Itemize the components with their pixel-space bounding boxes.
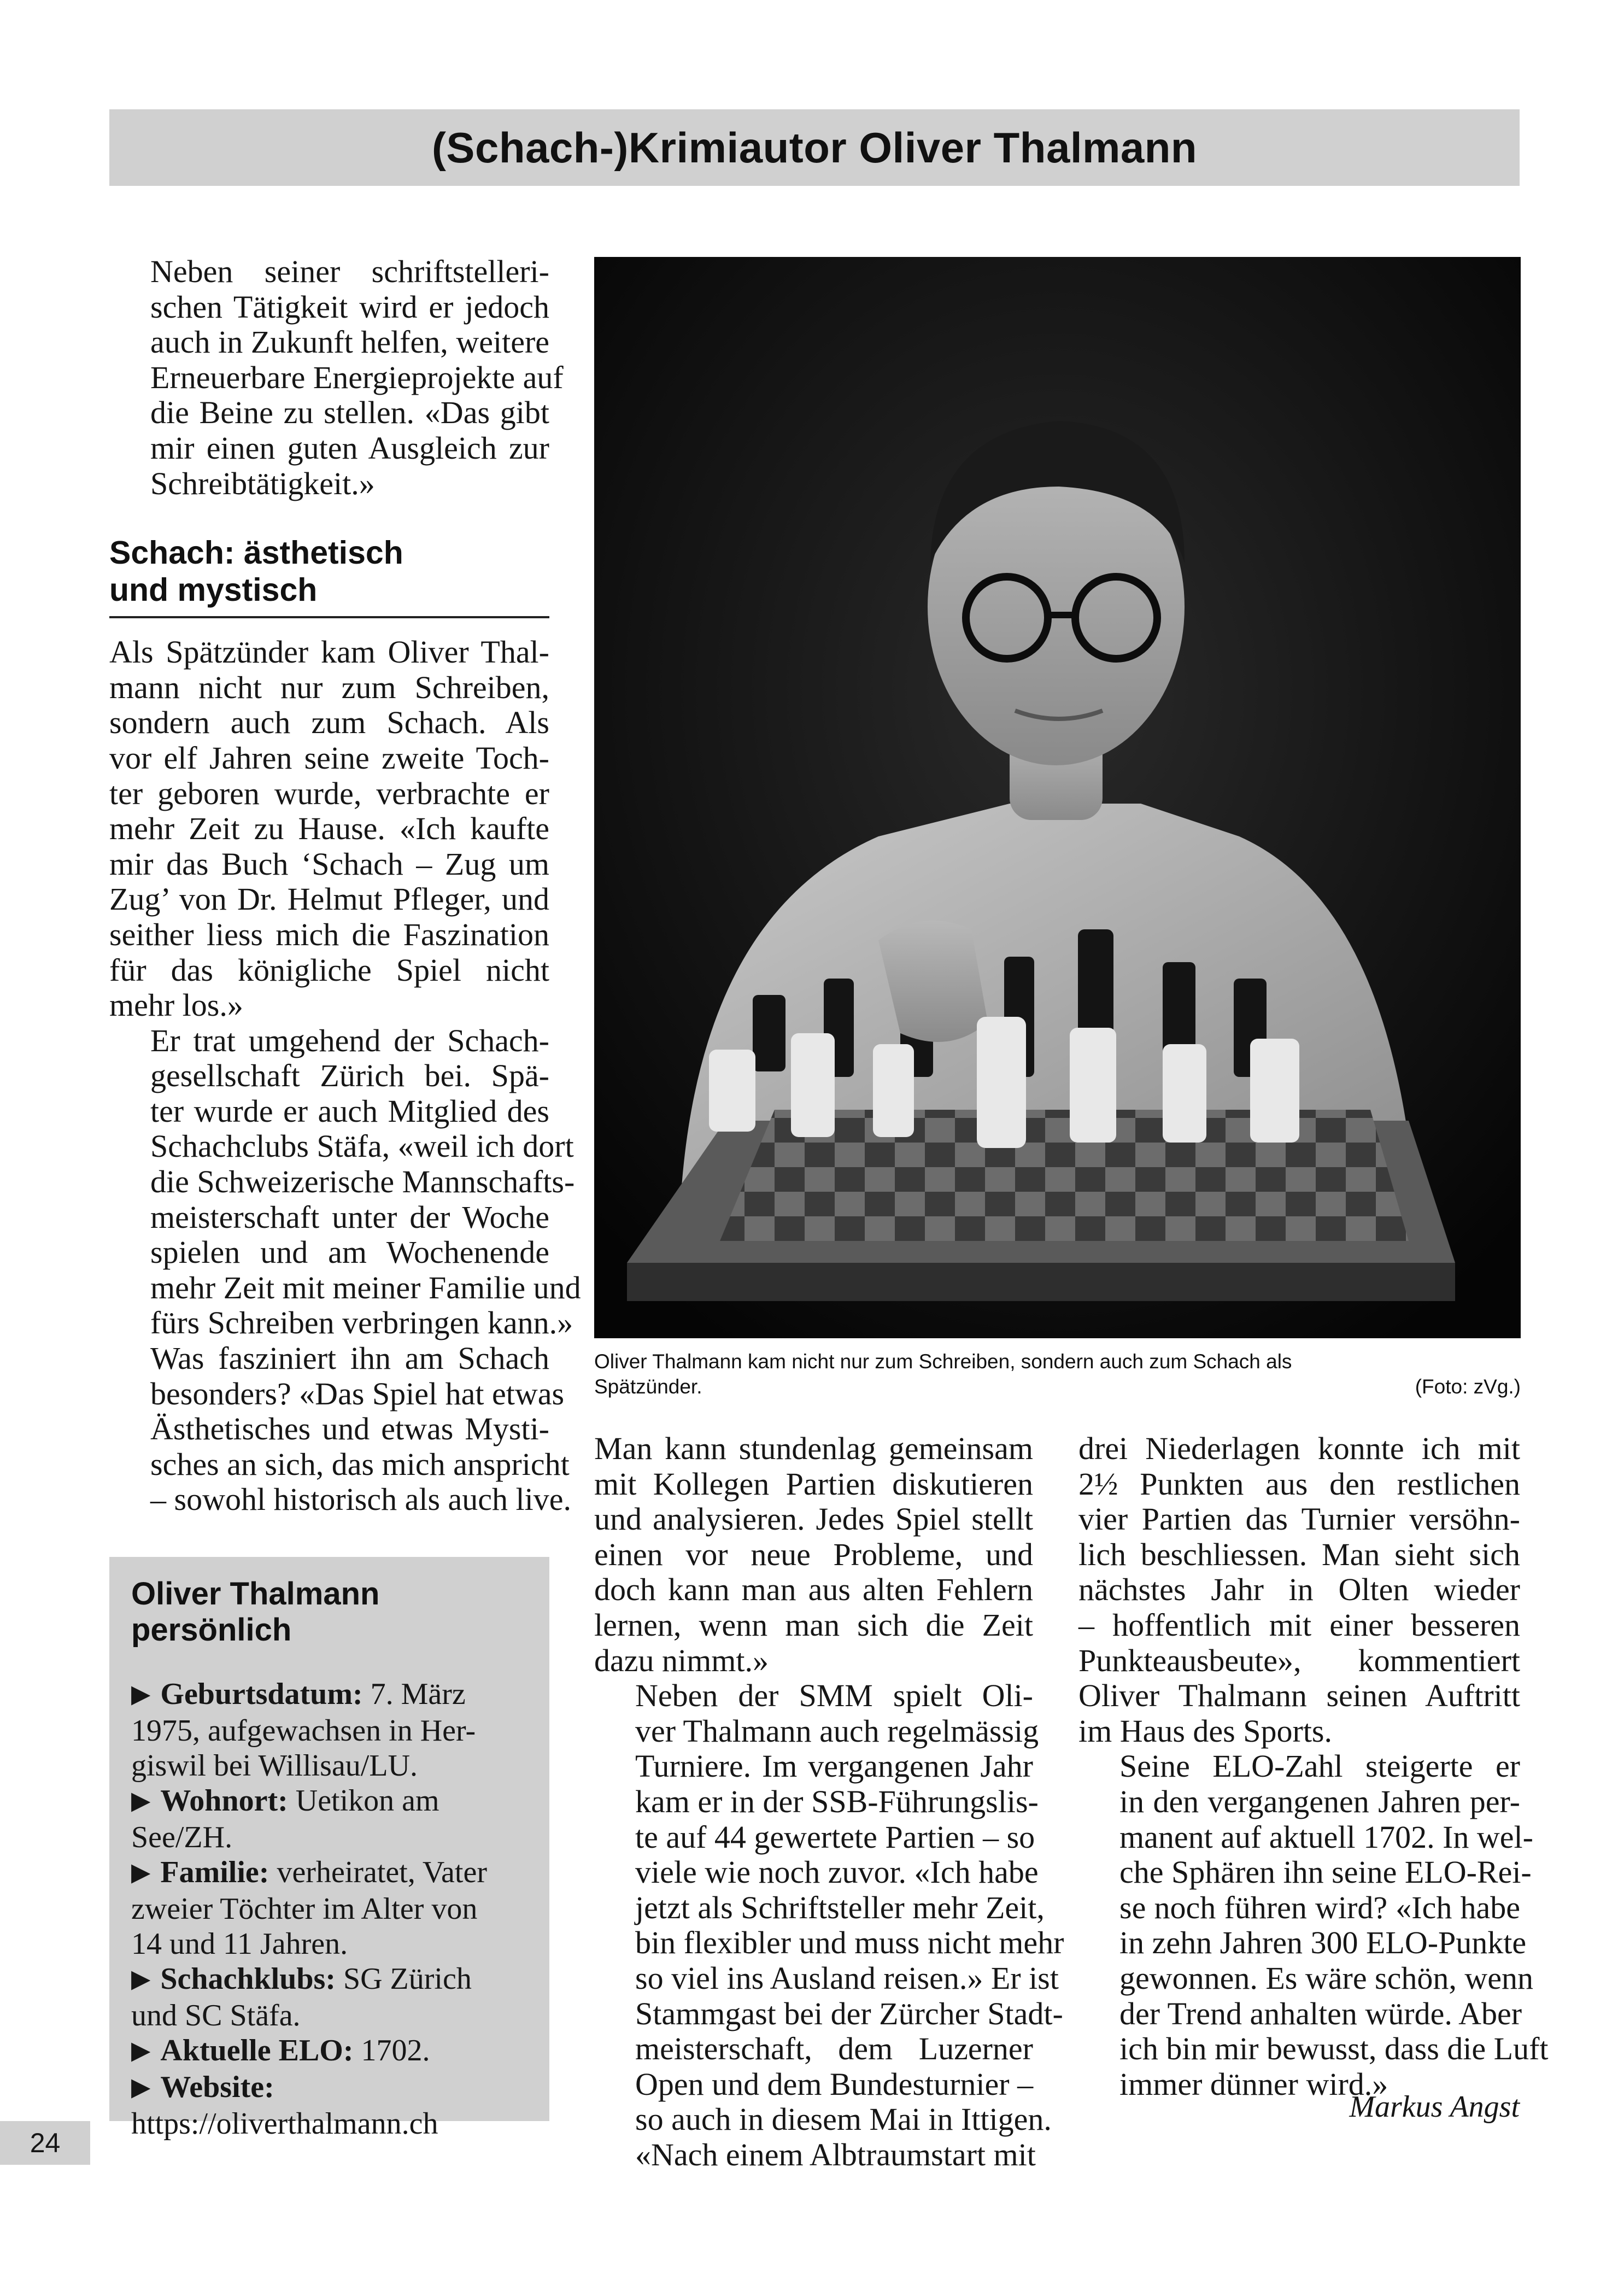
- text-line: ver Thalmann auch regelmässig: [635, 1713, 1039, 1749]
- info-item-label: Familie:: [160, 1855, 269, 1889]
- text-line: so auch in diesem Mai in Ittigen.: [635, 2101, 1052, 2137]
- text-line: Erneuerbare Energieprojekte auf: [150, 359, 564, 395]
- body-paragraph: [109, 1022, 581, 1341]
- info-item-value: 7. März: [370, 1677, 466, 1711]
- text-line: spielen und am Wochenende: [150, 1234, 549, 1270]
- text-line: Schreibtätigkeit.»: [150, 465, 375, 501]
- body-paragraph: [594, 1431, 1033, 1678]
- right-column: [1078, 1431, 1549, 2102]
- text-line: gesellschaft Zürich bei. Spä-: [150, 1058, 549, 1094]
- page-number: 24: [0, 2121, 90, 2165]
- text-line: sondern auch zum Schach. Als: [109, 705, 549, 741]
- info-item-label: Schachklubs:: [160, 1962, 336, 1996]
- text-line: lernen, wenn man sich die Zeit: [594, 1607, 1033, 1643]
- text-line: Punkteausbeute», kommentiert: [1078, 1642, 1520, 1678]
- text-line: mir das Buch ‘Schach – Zug um: [109, 846, 549, 882]
- text-line: – hoffentlich mit einer besseren: [1078, 1607, 1520, 1643]
- text-line: 2½ Punkten aus den restlichen: [1078, 1466, 1520, 1502]
- text-line: sches an sich, das mich anspricht: [150, 1446, 570, 1482]
- info-item-value: 1975, aufgewachsen in Her-: [131, 1714, 476, 1748]
- website-link[interactable]: https://oliverthalmann.ch: [131, 2107, 438, 2141]
- text-line: immer dünner wird.»: [1119, 2066, 1388, 2102]
- text-line: so viel ins Ausland reisen.» Er ist: [635, 1960, 1059, 1996]
- body-paragraph: [109, 635, 549, 1023]
- text-line: mehr Zeit mit meiner Familie und: [150, 1269, 581, 1305]
- text-line: viele wie noch zuvor. «Ich habe: [635, 1854, 1039, 1890]
- middle-column: [594, 1431, 1064, 2172]
- text-line: gewonnen. Es wäre schön, wenn: [1119, 1960, 1534, 1996]
- text-line: fürs Schreiben verbringen kann.»: [150, 1305, 573, 1341]
- text-line: Ästhetisches und etwas Mysti-: [150, 1411, 549, 1447]
- info-box: [109, 1557, 549, 2141]
- info-item-value: zweier Töchter im Alter von: [131, 1892, 478, 1926]
- text-line: im Haus des Sports.: [1078, 1713, 1332, 1749]
- info-item-value: See/ZH.: [131, 1820, 233, 1854]
- info-item-value: 14 und 11 Jahren.: [131, 1927, 348, 1961]
- text-line: meisterschaft unter der Woche: [150, 1199, 549, 1235]
- info-item: [131, 1783, 536, 1855]
- text-line: mehr los.»: [109, 987, 243, 1023]
- author-byline: Markus Angst: [1349, 2090, 1520, 2124]
- text-line: Zug’ von Dr. Helmut Pfleger, und: [109, 881, 549, 917]
- text-line: Oliver Thalmann seinen Auftritt: [1078, 1678, 1520, 1714]
- intro-paragraph: [109, 254, 564, 501]
- text-line: dazu nimmt.»: [594, 1642, 769, 1678]
- text-line: ter wurde er auch Mitglied des: [150, 1093, 549, 1129]
- text-line: «Nach einem Albtraumstart mit: [635, 2136, 1036, 2172]
- text-line: die Beine zu stellen. «Das gibt: [150, 395, 549, 431]
- info-item-label: Website:: [160, 2070, 274, 2104]
- photo-caption: [594, 1349, 1521, 1399]
- caption-line: Spätzünder.: [594, 1375, 702, 1398]
- info-box-title-line: persönlich: [131, 1612, 292, 1648]
- text-line: Man kann stundenlag gemeinsam: [594, 1431, 1033, 1466]
- triangle-bullet-icon: ▶: [131, 1680, 151, 1708]
- text-line: besonders? «Das Spiel hat etwas: [150, 1375, 565, 1411]
- subheading-line: und mystisch: [109, 572, 318, 608]
- text-line: kam er in der SSB-Führungslis-: [635, 1783, 1039, 1819]
- text-line: Stammgast bei der Zürcher Stadt-: [635, 1995, 1063, 2031]
- triangle-bullet-icon: ▶: [131, 1787, 151, 1814]
- triangle-bullet-icon: ▶: [131, 2073, 151, 2101]
- info-item: [131, 2033, 536, 2070]
- text-line: manent auf aktuell 1702. In wel-: [1119, 1819, 1533, 1855]
- text-line: in den vergangenen Jahren per-: [1119, 1783, 1520, 1819]
- text-line: mehr Zeit zu Hause. «Ich kaufte: [109, 811, 549, 847]
- author-photo: [594, 257, 1521, 1338]
- text-line: mir einen guten Ausgleich zur: [150, 430, 549, 466]
- body-paragraph: [1078, 1748, 1549, 2102]
- text-line: einen vor neue Probleme, und: [594, 1536, 1033, 1572]
- left-column: [109, 254, 581, 1518]
- body-paragraph: [1078, 1431, 1520, 1749]
- caption-line: Oliver Thalmann kam nicht nur zum Schreiben, sondern auch zum Schach als: [594, 1350, 1292, 1373]
- text-line: Schachclubs Stäfa, «weil ich dort: [150, 1128, 574, 1164]
- text-line: vier Partien das Turnier versöhn-: [1078, 1501, 1520, 1537]
- text-line: schen Tätigkeit wird er jedoch: [150, 289, 549, 325]
- text-line: seither liess mich die Faszination: [109, 916, 549, 952]
- info-item-label: Geburtsdatum:: [160, 1677, 363, 1711]
- subheading-line: Schach: ästhetisch: [109, 535, 403, 571]
- info-item-value: giswil bei Willisau/LU.: [131, 1749, 418, 1783]
- text-line: Was fasziniert ihn am Schach: [150, 1340, 549, 1377]
- text-line: Seine ELO-Zahl steigerte er: [1119, 1748, 1520, 1784]
- info-item-label: Aktuelle ELO:: [160, 2034, 354, 2067]
- text-line: lich beschliessen. Man sieht sich: [1078, 1536, 1520, 1572]
- text-line: die Schweizerische Mannschafts-: [150, 1164, 575, 1200]
- text-line: in zehn Jahren 300 ELO-Punkte: [1119, 1925, 1527, 1961]
- text-line: – sowohl historisch als auch live.: [150, 1481, 572, 1518]
- text-line: mann nicht nur zum Schreiben,: [109, 669, 549, 705]
- text-line: doch kann man aus alten Fehlern: [594, 1572, 1033, 1608]
- text-line: der Trend anhalten würde. Aber: [1119, 1995, 1522, 2031]
- body-paragraph: [109, 1340, 572, 1518]
- info-item-value: SG Zürich: [343, 1962, 472, 1996]
- text-line: jetzt als Schriftsteller mehr Zeit,: [635, 1889, 1045, 1925]
- text-line: Open und dem Bundesturnier –: [635, 2066, 1034, 2102]
- header-bar: [109, 109, 1520, 186]
- triangle-bullet-icon: ▶: [131, 1965, 151, 1993]
- info-item-value: und SC Stäfa.: [131, 1999, 301, 2033]
- text-line: Er trat umgehend der Schach-: [150, 1022, 549, 1058]
- info-item-value: 1702.: [361, 2034, 430, 2067]
- text-line: Neben der SMM spielt Oli-: [635, 1678, 1033, 1714]
- body-paragraph: [594, 1678, 1064, 2172]
- text-line: Als Spätzünder kam Oliver Thal-: [109, 634, 549, 670]
- info-item: [131, 1961, 536, 2033]
- triangle-bullet-icon: ▶: [131, 2036, 151, 2064]
- info-item: [131, 1677, 536, 1783]
- text-line: für das königliche Spiel nicht: [109, 952, 549, 988]
- text-line: Neben seiner schriftstelleri-: [150, 254, 549, 289]
- info-item-value: verheiratet, Vater: [277, 1855, 487, 1889]
- text-line: ich bin mir bewusst, dass die Luft: [1119, 2031, 1549, 2067]
- text-line: und analysieren. Jedes Spiel stellt: [594, 1501, 1033, 1537]
- info-box-title: [131, 1576, 536, 1648]
- text-line: mit Kollegen Partien diskutieren: [594, 1466, 1033, 1502]
- text-line: te auf 44 gewertete Partien – so: [635, 1819, 1035, 1855]
- triangle-bullet-icon: ▶: [131, 1858, 151, 1886]
- text-line: Turniere. Im vergangenen Jahr: [635, 1748, 1033, 1784]
- section-subheading: [109, 534, 549, 618]
- text-line: drei Niederlagen konnte ich mit: [1078, 1431, 1520, 1466]
- photo-credit: (Foto: zVg.): [1415, 1375, 1521, 1398]
- info-box-title-line: Oliver Thalmann: [131, 1576, 380, 1612]
- info-item: [131, 1855, 536, 1961]
- text-line: vor elf Jahren seine zweite Toch-: [109, 740, 549, 776]
- text-line: bin flexibler und muss nicht mehr: [635, 1925, 1064, 1961]
- text-line: che Sphären ihn seine ELO-Rei-: [1119, 1854, 1532, 1890]
- info-item: [131, 2070, 536, 2141]
- info-item-value: Uetikon am: [295, 1784, 439, 1818]
- text-line: auch in Zukunft helfen, weitere: [150, 324, 549, 360]
- text-line: nächstes Jahr in Olten wieder: [1078, 1572, 1520, 1608]
- text-line: se noch führen wird? «Ich habe: [1119, 1889, 1520, 1925]
- info-item-label: Wohnort:: [160, 1784, 288, 1818]
- text-line: meisterschaft, dem Luzerner: [635, 2031, 1033, 2067]
- page-title: (Schach-)Krimiautor Oliver Thalmann: [431, 123, 1198, 172]
- text-line: ter geboren wurde, verbrachte er: [109, 775, 549, 811]
